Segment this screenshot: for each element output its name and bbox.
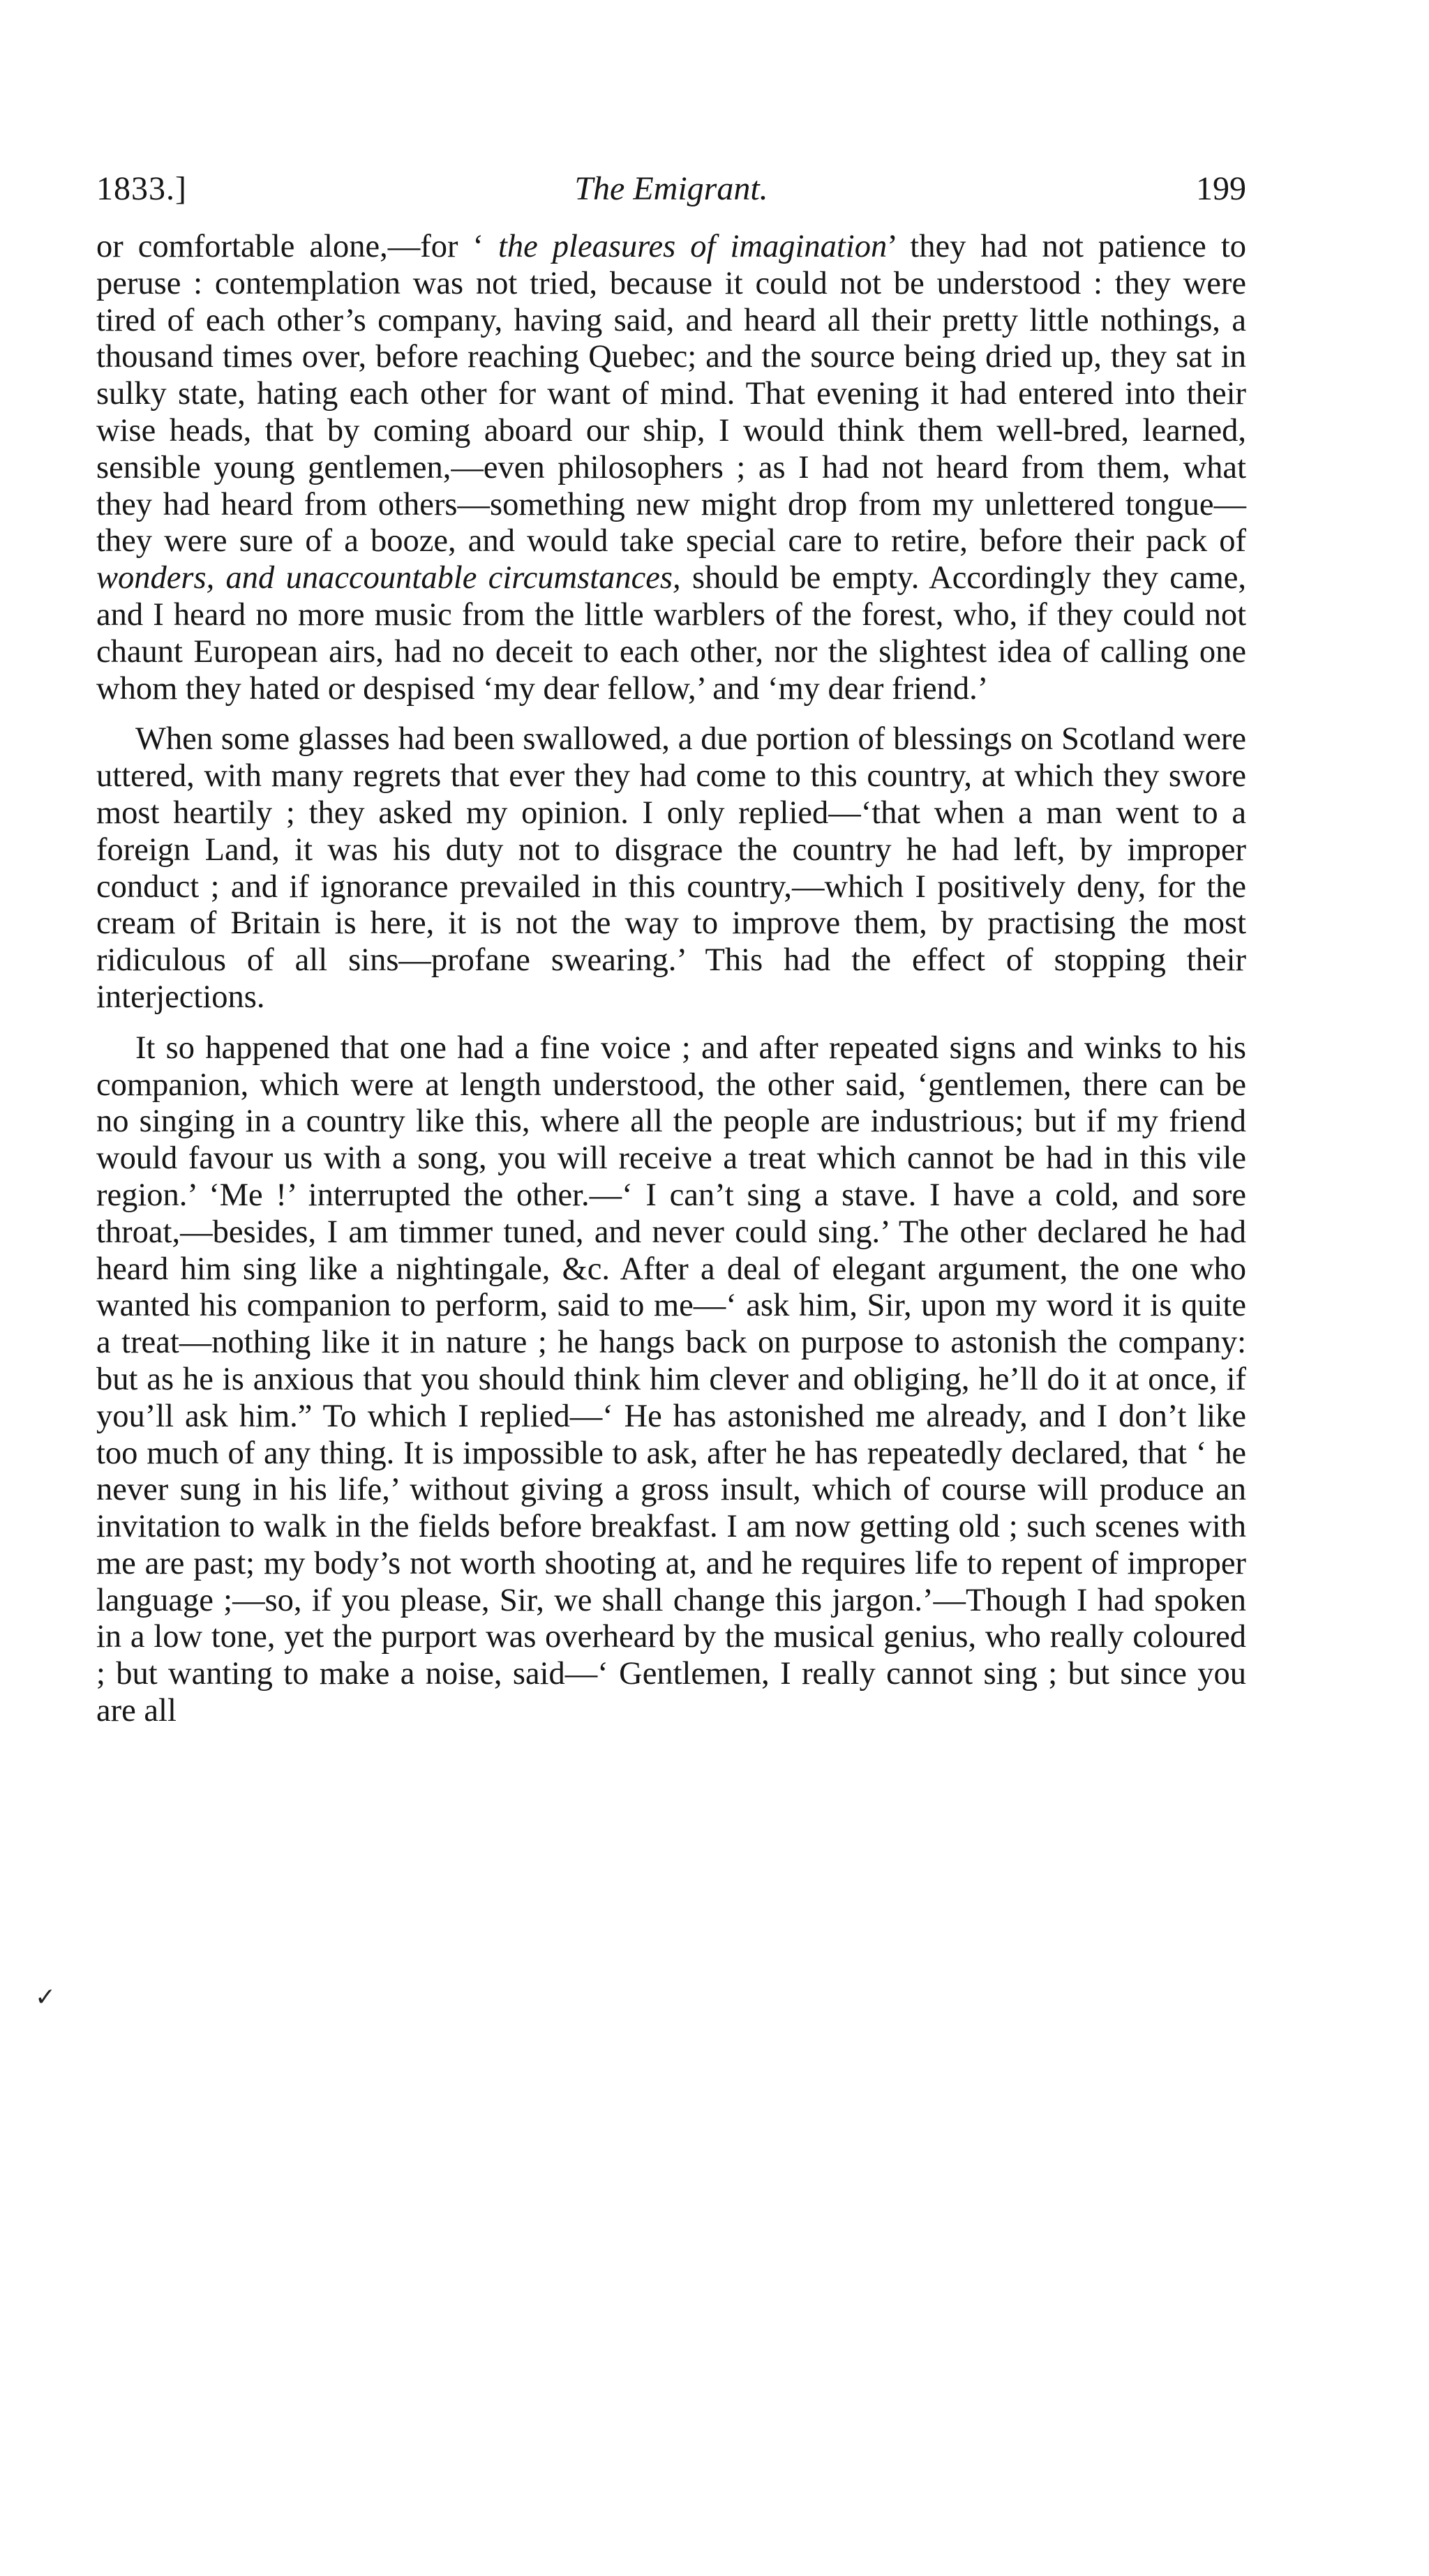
text-run: It so happened that one had a fine voice ; and after repeated signs and winks to his companion, which were at length understood, the other said, ‘gentlemen, there can be no singing in a country like this, where all the people are industrious; but if my friend would favour us with a song, you will receive a treat which cannot be had in this vile region.’ ‘Me !’ interrupted the other.—‘ I can’t sing a stave. I have a cold, and sore throat,—besides, I am timmer tuned, and never could sing.’ The other declared he had heard him sing like a nightingale, &c. After a deal of elegant argument, the one who wanted his companion to perform, said to me—‘ ask him, Sir, upon my word it is quite a treat—nothing like it in nature ; he hangs back on purpose to astonish the company: but as he is anxious that you should think him clever and obliging, he’ll do it at once, if you’ll ask him.” To which I replied—‘ He has astonished me already, and I don’t like too much of any thing. It is impossible to ask, after he has repeatedly declared, that ‘ he never sung in his life,’ without giving a gross insult, which of course will produce an invitation to walk in the fields before breakfast. I am now getting old ; such scenes with me are past; my body’s not worth shooting at, and he requires life to repent of improper language ;—so, if you please, Sir, we shall change this jargon.’—Though I had spoken in a low tone, yet the purport was overheard by the musical genius, who really coloured ; but wanting to make a noise, said—‘ Gentlemen, I really cannot sing ; but since you are all <box>96 1030 1246 1729</box>
paragraph <box>96 229 1246 707</box>
text-run: should be empty. Accordingly they came, and I heard no more music from the little warblers of the forest, who, if they could not chaunt European airs, had no deceit to each other, nor the slightest idea of calling one whom they hated or despised ‘my dear fellow,’ and ‘my dear friend.’ <box>96 560 1247 707</box>
page-number: 199 <box>1196 170 1246 207</box>
margin-check-mark: ✓ <box>35 1983 57 2012</box>
text-run: or comfortable alone,—for ‘ <box>96 229 498 264</box>
header-title: The Emigrant. <box>574 170 768 207</box>
italic-phrase: wonders, and unaccountable circumstances, <box>96 560 681 596</box>
running-header <box>96 165 1246 213</box>
text-run: When some glasses had been swallowed, a due portion of blessings on Scotland were uttered, with many regrets that ever they had come to this country, at which they swore most heartily ; they asked my opinion. I only replied—‘that when a man went to a foreign Land, it was his duty not to disgrace the country he had left, by improper conduct ; and if ignorance prevailed in this country,—which I positively deny, for the cream of Britain is here, it is not the way to improve them, by practising the most ridiculous of all sins—profane swearing.’ This had the effect of stopping their interjections. <box>96 721 1246 1015</box>
header-year: 1833.] <box>96 170 187 207</box>
italic-phrase: the pleasures of imagination <box>497 229 888 264</box>
paragraph <box>96 721 1246 1016</box>
body-text <box>96 229 1246 1730</box>
text-run: ’ they had not patience to peruse : contemplation was not tried, because it could not be understood : they were tired of each other’s company, having said, and heard all their pretty little nothings, a thousand times over, before reaching Quebec; and the source being dried up, they sat in sulky state, hating each other for want of mind. That evening it had entered into their wise heads, that by coming aboard our ship, I would think them well-bred, learned, sensible young gentlemen,—even philosophers ; as I had not heard from them, what they had heard from others—something new might drop from my unlettered tongue—they were sure of a booze, and would take special care to retire, before their pack of <box>96 229 1246 559</box>
paragraph <box>96 1030 1246 1730</box>
